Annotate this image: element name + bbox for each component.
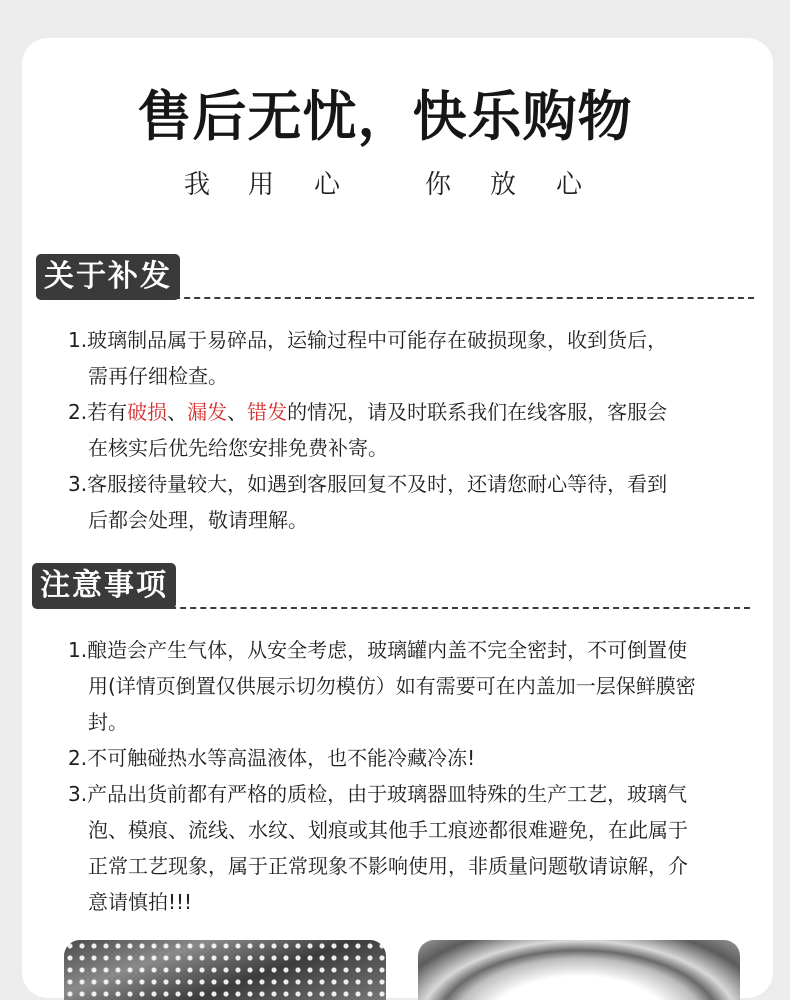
notes-item-1	[68, 632, 758, 740]
product-photo-right	[418, 940, 740, 1000]
text-line: 3.产品出货前都有严格的质检，由于玻璃器皿特殊的生产工艺，玻璃气	[68, 782, 688, 806]
text-line: 正常工艺现象，属于正常现象不影响使用，非质量问题敬请谅解，介	[88, 854, 688, 878]
text-fragment: 、	[167, 400, 188, 424]
text-line: 在核实后优先给您安排免费补寄。	[88, 436, 388, 460]
subtitle-word: 放	[490, 170, 517, 200]
resend-item-2	[68, 394, 758, 466]
subtitle-word: 心	[556, 170, 583, 200]
notes-item-3	[68, 776, 758, 920]
resend-item-3	[68, 466, 758, 538]
keyword-missing: 漏发	[187, 400, 228, 424]
product-photo-left	[64, 940, 386, 1000]
text-line: 后都会处理，敬请理解。	[88, 508, 308, 532]
section-heading-resend: 关于补发	[36, 254, 180, 300]
subtitle-word: 心	[314, 170, 341, 200]
text-line: 泡、模痕、流线、水纹、划痕或其他手工痕迹都很难避免，在此属于	[88, 818, 688, 842]
text-line: 意请慎拍!!!	[88, 890, 193, 914]
text-line: 2.不可触碰热水等高温液体，也不能冷藏冷冻!	[68, 746, 476, 770]
text-fragment: 、	[227, 400, 248, 424]
subtitle-word: 你	[425, 170, 452, 200]
text-line: 3.客服接待量较大，如遇到客服回复不及时，还请您耐心等待，看到	[68, 472, 668, 496]
text-line: 1.玻璃制品属于易碎品，运输过程中可能存在破损现象，收到货后，	[68, 328, 668, 352]
section-heading-notes: 注意事项	[32, 563, 176, 609]
text-line: 需再仔细检查。	[88, 364, 228, 388]
keyword-wrong: 错发	[247, 400, 288, 424]
page-title: 售后无忧，快乐购物	[137, 85, 633, 148]
text-line: 用(详情页倒置仅供展示切勿模仿）如有需要可在内盖加一层保鲜膜密	[88, 674, 696, 698]
subtitle-word: 用	[248, 170, 275, 200]
text-line: 封。	[88, 710, 128, 734]
text-line: 1.酿造会产生气体，从安全考虑，玻璃罐内盖不完全密封，不可倒置使	[68, 638, 688, 662]
section-divider	[160, 607, 750, 609]
subtitle-word: 我	[184, 170, 211, 200]
text-fragment: 的情况，请及时联系我们在线客服，客服会	[287, 400, 668, 424]
section-divider	[164, 297, 754, 299]
notes-item-2	[68, 740, 758, 776]
text-line	[68, 394, 758, 430]
text-fragment: 2.若有	[68, 400, 128, 424]
resend-item-1	[68, 322, 758, 394]
keyword-damaged: 破损	[127, 400, 168, 424]
